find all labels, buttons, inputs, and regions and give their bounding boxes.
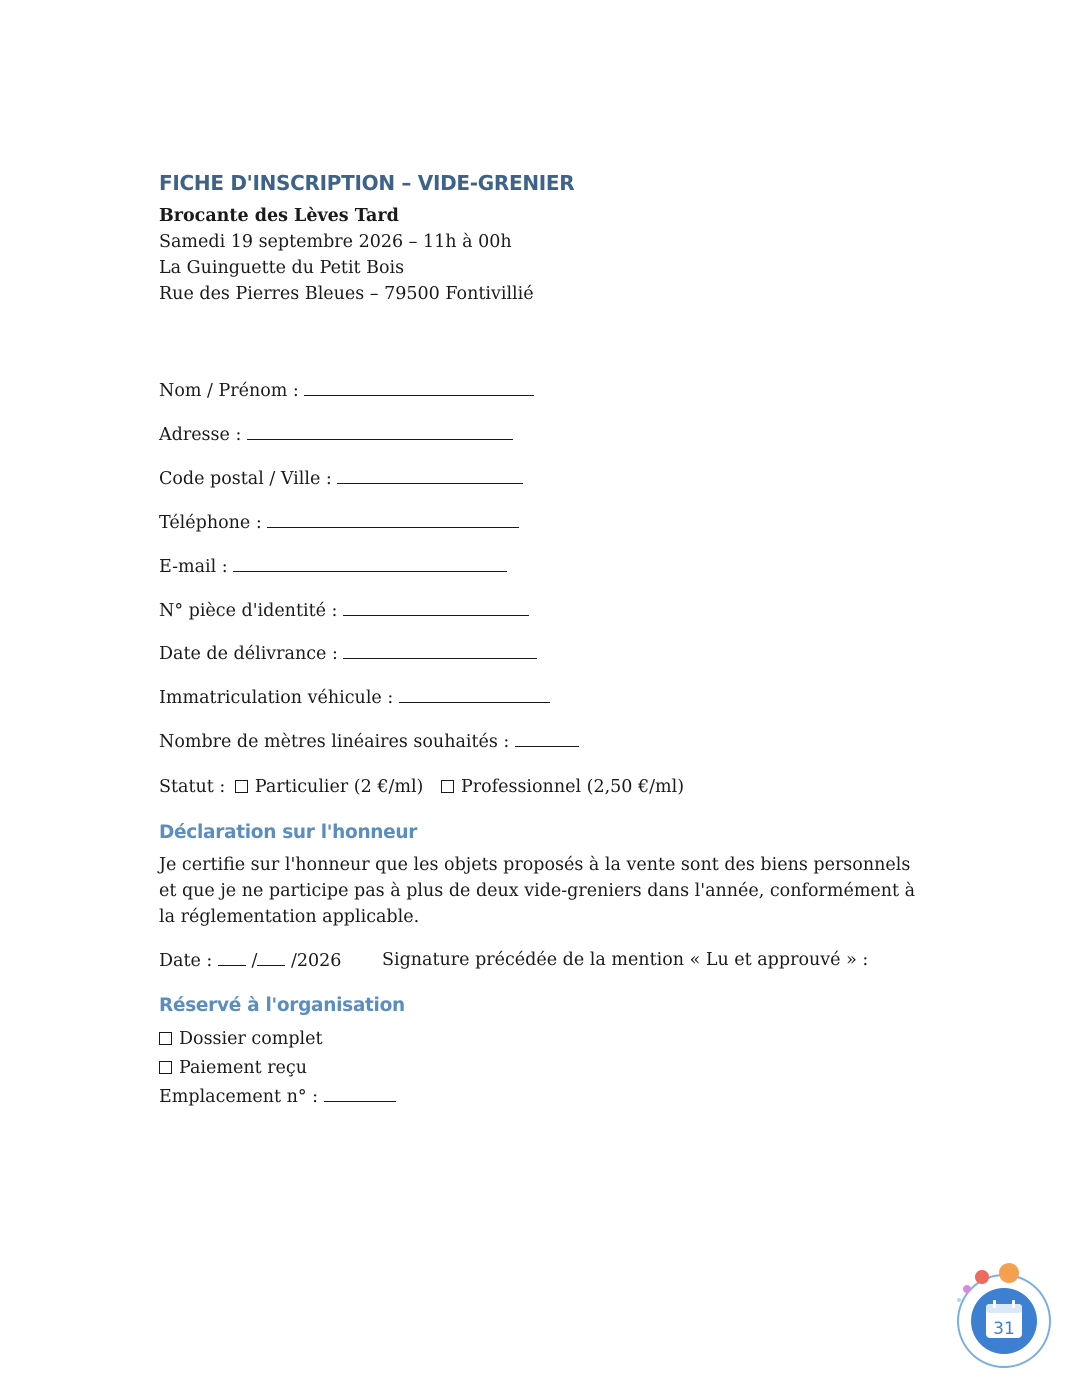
event-date: Samedi 19 septembre 2026 – 11h à 00h [159, 232, 512, 252]
emplacement-row [159, 1084, 396, 1109]
field-nom-label: Nom / Prénom : [159, 381, 299, 401]
field-telephone [159, 510, 519, 535]
date-label: Date : [159, 951, 213, 971]
calendar-day: 31 [993, 1319, 1015, 1339]
field-email-blank[interactable] [233, 554, 507, 572]
date-year: /2026 [290, 951, 342, 971]
particulier-checkbox[interactable] [235, 780, 248, 793]
professionnel-checkbox[interactable] [441, 780, 454, 793]
field-immatriculation-label: Immatriculation véhicule : [159, 688, 394, 708]
calendar-app-badge[interactable] [950, 1258, 1060, 1378]
field-metres-lineaires [159, 729, 579, 754]
statut-row [159, 775, 684, 799]
event-venue: La Guinguette du Petit Bois [159, 258, 405, 278]
event-name: Brocante des Lèves Tard [159, 206, 399, 226]
field-nom [159, 378, 534, 403]
particulier-label: Particulier (2 €/ml) [254, 777, 424, 797]
date-day-blank[interactable] [218, 948, 246, 966]
date-month-blank[interactable] [257, 948, 285, 966]
field-date-delivrance-blank[interactable] [343, 641, 537, 659]
professionnel-label: Professionnel (2,50 €/ml) [460, 777, 685, 797]
dossier-complet-label: Dossier complet [179, 1029, 323, 1049]
paiement-recu-checkbox[interactable] [159, 1061, 172, 1074]
organisation-heading: Réservé à l'organisation [159, 995, 405, 1016]
field-adresse-label: Adresse : [159, 425, 242, 445]
date-row [159, 948, 341, 973]
field-piece-identite [159, 598, 529, 623]
dossier-complet-checkbox[interactable] [159, 1032, 172, 1045]
paiement-recu-label: Paiement reçu [179, 1058, 307, 1078]
field-piece-identite-label: N° pièce d'identité : [159, 601, 338, 621]
field-cp-ville [159, 466, 523, 491]
field-cp-ville-label: Code postal / Ville : [159, 469, 332, 489]
field-nom-blank[interactable] [304, 378, 534, 396]
calendar-icon [950, 1258, 1060, 1378]
emplacement-label: Emplacement n° : [159, 1087, 319, 1107]
field-date-delivrance-label: Date de délivrance : [159, 644, 338, 664]
event-address: Rue des Pierres Bleues – 79500 Fontivillié [159, 284, 534, 304]
field-telephone-label: Téléphone : [159, 513, 262, 533]
statut-label: Statut : [159, 777, 226, 797]
signature-mention: Signature précédée de la mention « Lu et approuvé » : [382, 950, 869, 970]
dossier-complet-row [159, 1027, 323, 1051]
emplacement-blank[interactable] [324, 1084, 396, 1102]
field-date-delivrance [159, 641, 537, 666]
date-separator: / [251, 951, 258, 971]
paiement-recu-row [159, 1056, 307, 1080]
field-telephone-blank[interactable] [267, 510, 519, 528]
field-cp-ville-blank[interactable] [337, 466, 523, 484]
field-immatriculation-blank[interactable] [399, 685, 550, 703]
field-email [159, 554, 507, 579]
field-piece-identite-blank[interactable] [343, 598, 529, 616]
field-metres-lineaires-blank[interactable] [515, 729, 579, 747]
field-adresse [159, 422, 513, 447]
field-email-label: E-mail : [159, 557, 228, 577]
field-adresse-blank[interactable] [247, 422, 513, 440]
field-immatriculation [159, 685, 550, 710]
page-title: FICHE D'INSCRIPTION – VIDE-GRENIER [159, 171, 575, 195]
declaration-heading: Déclaration sur l'honneur [159, 822, 418, 843]
declaration-text: Je certifie sur l'honneur que les objets proposés à la vente sont des biens personnels et que je ne participe pas à plus de deux vide-greniers dans l'année, conformément à la réglementation applicable. [159, 855, 916, 927]
field-metres-lineaires-label: Nombre de mètres linéaires souhaités : [159, 732, 510, 752]
